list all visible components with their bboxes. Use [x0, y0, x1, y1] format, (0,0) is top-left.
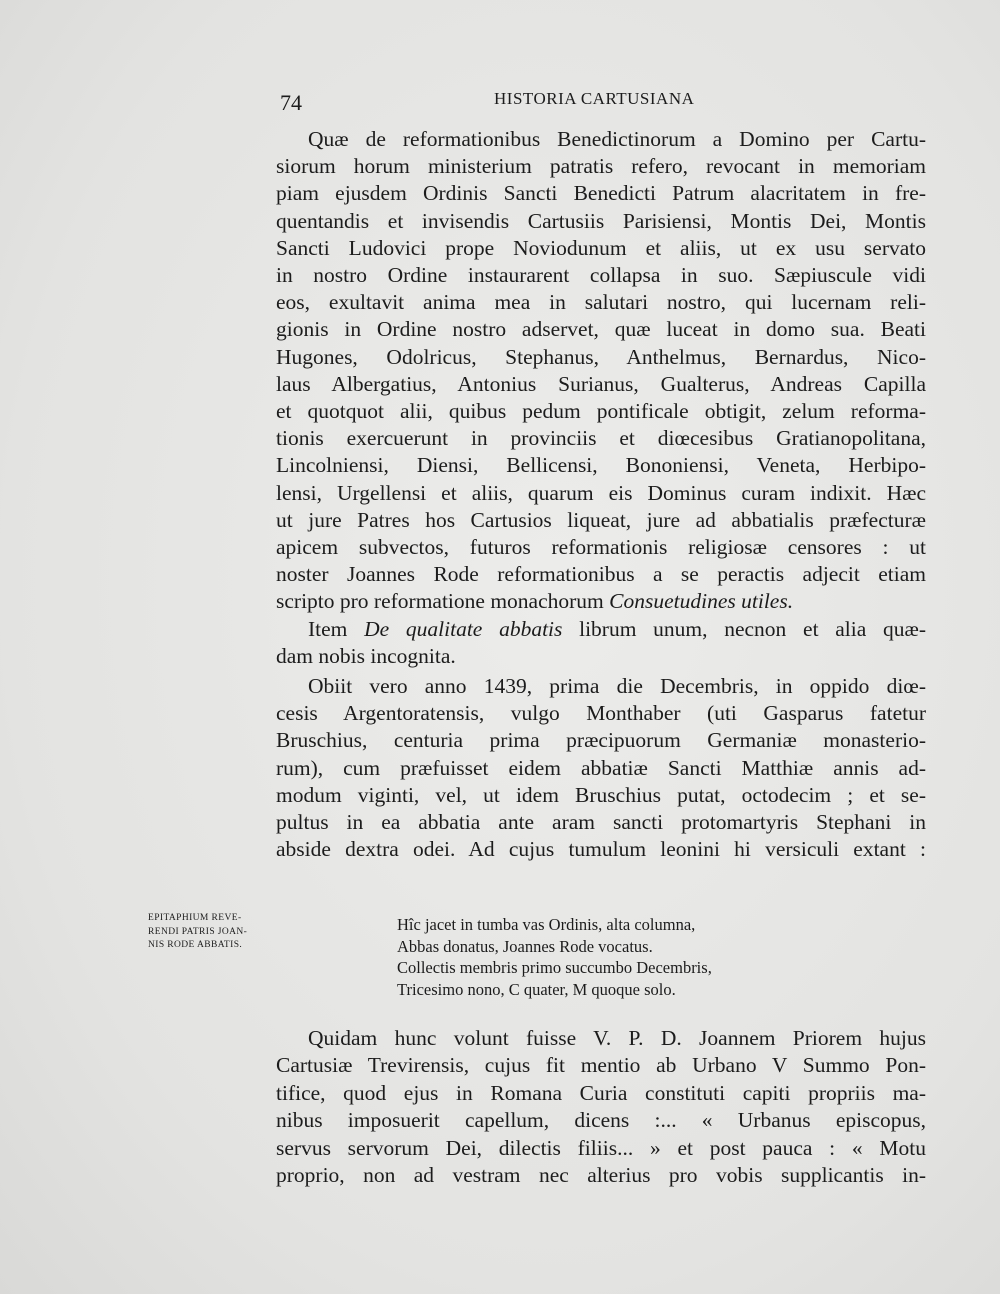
text-line: cesis Argentoratensis, vulgo Monthaber (uti Gasparus fatetur	[276, 701, 926, 726]
text-line: noster Joannes Rode reformationibus a se peractis adjecit etiam	[276, 562, 926, 587]
text-line: apicem subvectos, futuros reformationis religiosæ censores : ut	[276, 535, 926, 560]
margin-note-line: EPITAPHIUM REVE-	[148, 913, 242, 923]
italic-title: De qualitate abbatis	[364, 616, 563, 641]
text-line: Cartusiæ Trevirensis, cujus fit mentio ab Urbano V Summo Pon-	[276, 1053, 926, 1078]
text-line: piam ejusdem Ordinis Sancti Benedicti Patrum alacritatem in fre-	[276, 181, 926, 206]
text-line: quentandis et invisendis Cartusiis Parisiensi, Montis Dei, Montis	[276, 208, 926, 233]
text-line: Quidam hunc volunt fuisse V. P. D. Joannem Priorem hujus	[308, 1026, 926, 1050]
paragraph-item	[276, 616, 926, 670]
text-line: laus Albergatius, Antonius Surianus, Gualterus, Andreas Capilla	[276, 371, 926, 396]
text-line: rum), cum præfuisset eidem abbatiæ Sancti Matthiæ annis ad-	[276, 755, 926, 780]
text-line: servus servorum Dei, dilectis filiis... » et post pauca : « Motu	[276, 1135, 926, 1160]
italic-title: Consuetudines utiles.	[609, 589, 794, 614]
text-line: tionis exercuerunt in provinciis et diœcesibus Gratianopolitana,	[276, 426, 926, 451]
text-run: Item	[308, 616, 365, 641]
text-line: dam nobis incognita.	[276, 643, 456, 668]
running-title: HISTORIA CARTUSIANA	[494, 89, 695, 108]
text-line: Sancti Ludovici prope Noviodunum et aliis, ut ex usu servato	[276, 235, 926, 260]
epitaph-verses	[397, 914, 897, 1000]
text-line: gionis in Ordine nostro adservet, quæ luceat in domo sua. Beati	[276, 317, 926, 342]
verse-line: Hîc jacet in tumba vas Ordinis, alta columna,	[397, 915, 696, 934]
text-line: Hugones, Odolricus, Stephanus, Anthelmus, Bernardus, Nico-	[276, 344, 926, 369]
text-line	[276, 588, 926, 615]
text-line: Quæ de reformationibus Benedictinorum a Domino per Cartu-	[308, 127, 926, 151]
text-line: proprio, non ad vestram nec alterius pro vobis supplicantis in-	[276, 1163, 926, 1188]
text-line: in nostro Ordine instaurarent collapsa in suo. Sæpiuscule vidi	[276, 263, 926, 288]
main-text	[276, 126, 926, 863]
text-line: Lincolniensi, Diensi, Bellicensi, Bononiensi, Veneta, Herbipo-	[276, 453, 926, 478]
verse-line: Tricesimo nono, C quater, M quoque solo.	[397, 979, 676, 999]
text-line: Bruschius, centuria prima præcipuorum Germaniæ monasterio-	[276, 728, 926, 753]
margin-note-epitaph	[148, 912, 266, 953]
text-line: eos, exultavit anima mea in salutari nostro, qui lucernam reli-	[276, 290, 926, 315]
text-line: lensi, Urgellensi et aliis, quarum eis Dominus curam indixit. Hæc	[276, 480, 926, 505]
text-line: nibus imposuerit capellum, dicens :... « Urbanus episcopus,	[276, 1108, 926, 1133]
text-line: et quotquot alii, quibus pedum pontificale obtigit, zelum reforma-	[276, 399, 926, 424]
page-header	[276, 86, 926, 116]
paragraph-reformation	[276, 126, 926, 616]
paragraph-obiit	[276, 673, 926, 863]
text-line: abside dextra odei. Ad cujus tumulum leonini hi versiculi extant :	[276, 837, 926, 862]
text-run: scripto pro reformatione monachorum	[276, 589, 610, 614]
text-line: ut jure Patres hos Cartusios liqueat, jure ad abbatialis præfecturæ	[276, 507, 926, 532]
text-line: modum viginti, vel, ut idem Bruschius putat, octodecim ; et se-	[276, 782, 926, 807]
text-line: tifice, quod ejus in Romana Curia constituti capiti propriis ma-	[276, 1080, 926, 1105]
text-line: Obiit vero anno 1439, prima die Decembris, in oppido diœ-	[308, 674, 926, 699]
text-run: librum unum, necnon et alia quæ-	[562, 616, 927, 641]
text-line	[276, 616, 926, 643]
margin-note-line: NIS RODE ABBATIS.	[148, 940, 243, 950]
margin-note-line: RENDI PATRIS JOAN-	[148, 926, 248, 937]
verse-line: Collectis membris primo succumbo Decembris,	[397, 958, 712, 977]
paragraph-quidam	[276, 1025, 926, 1189]
page-number: 74	[280, 90, 302, 115]
text-line: pultus in ea abbatia ante aram sancti protomartyris Stephani in	[276, 810, 926, 835]
verse-line: Abbas donatus, Joannes Rode vocatus.	[397, 936, 653, 956]
text-line: siorum horum ministerium patratis refero, revocant in memoriam	[276, 154, 926, 179]
